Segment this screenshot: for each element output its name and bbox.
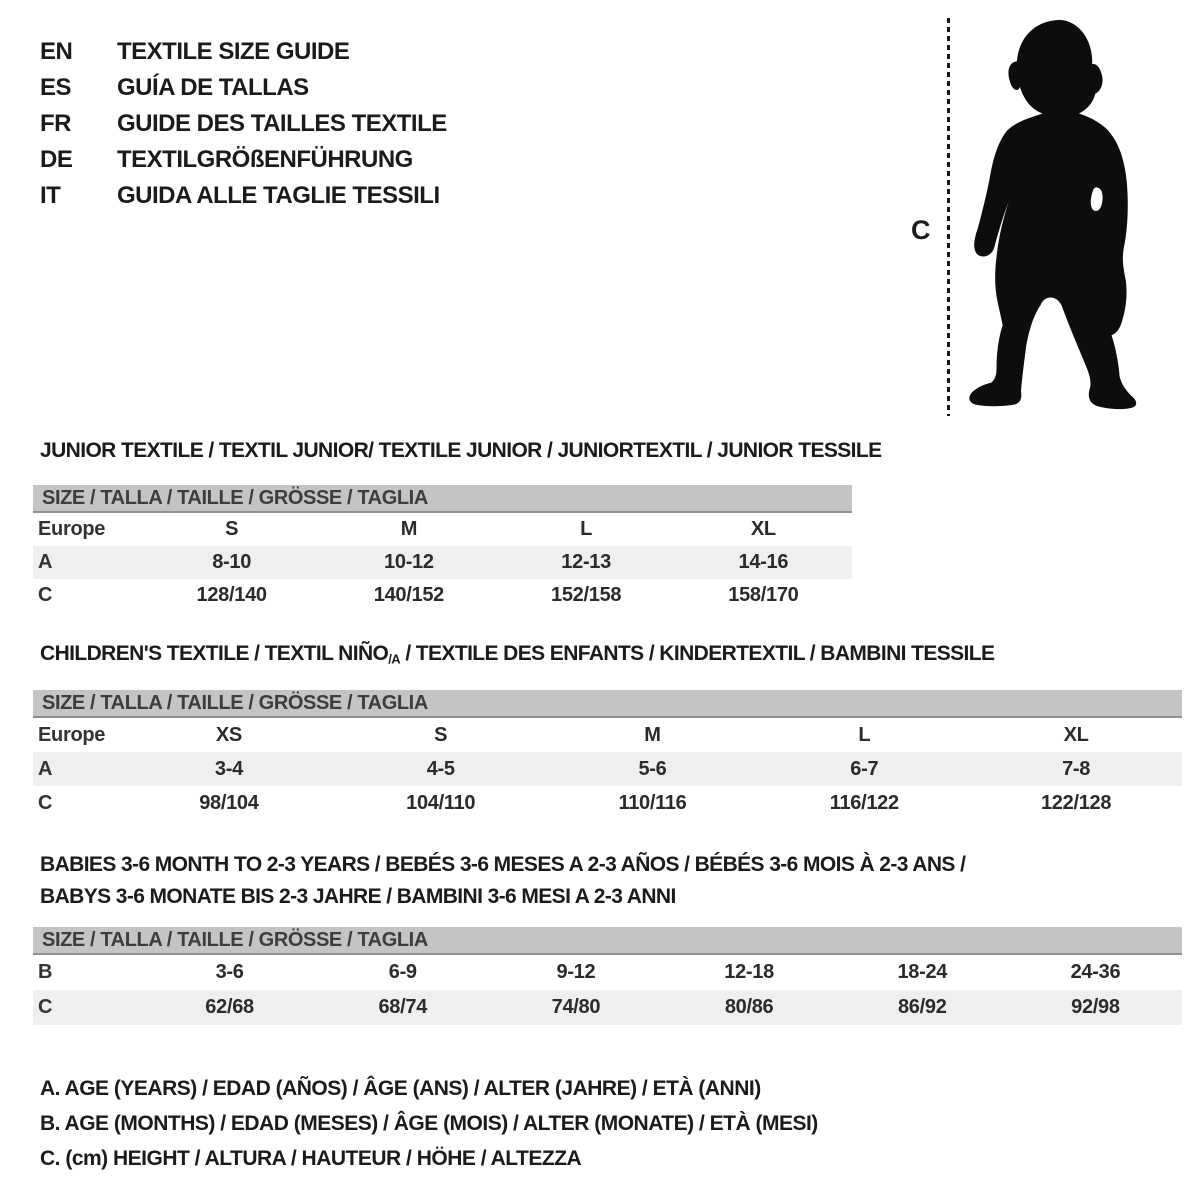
language-row bbox=[40, 34, 447, 70]
table-cell: 122/128 bbox=[1040, 791, 1112, 814]
table-cell: L bbox=[858, 723, 871, 746]
row-label: B bbox=[38, 961, 53, 983]
language-row bbox=[40, 142, 447, 178]
table-cell: 116/122 bbox=[829, 791, 899, 814]
table-cell: 110/116 bbox=[618, 791, 687, 814]
section-title-text: CHILDREN'S TEXTILE / TEXTIL NIÑO bbox=[40, 642, 389, 665]
table-cell: 9-12 bbox=[556, 961, 596, 983]
language-code: DE bbox=[40, 146, 73, 173]
row-label: C bbox=[38, 996, 53, 1018]
table-cell: 104/110 bbox=[406, 791, 476, 814]
language-row bbox=[40, 106, 447, 142]
toddler-silhouette-path bbox=[969, 20, 1136, 409]
table-cell: 8-10 bbox=[212, 551, 252, 573]
children-size-table bbox=[33, 690, 1182, 820]
table-cell: 6-9 bbox=[388, 961, 417, 983]
language-code: FR bbox=[40, 110, 71, 137]
height-measure-label: C bbox=[911, 215, 931, 245]
height-measure-dashed-line bbox=[947, 18, 950, 416]
row-label: C bbox=[38, 791, 53, 814]
table-cell: 92/98 bbox=[1071, 996, 1120, 1018]
language-title-list bbox=[40, 34, 447, 214]
table-row bbox=[33, 786, 1182, 820]
table-cell: 12-13 bbox=[561, 551, 611, 573]
size-header-bar: SIZE / TALLA / TAILLE / GRÖSSE / TAGLIA bbox=[33, 485, 852, 513]
table-cell: 3-6 bbox=[215, 961, 244, 983]
table-cell: 18-24 bbox=[897, 961, 948, 983]
language-code: EN bbox=[40, 38, 73, 65]
table-cell: 86/92 bbox=[897, 996, 947, 1018]
table-cell: 68/74 bbox=[378, 996, 428, 1018]
table-row bbox=[33, 752, 1182, 786]
toddler-silhouette-icon bbox=[963, 12, 1141, 416]
row-label: A bbox=[38, 551, 53, 573]
language-row bbox=[40, 178, 447, 214]
table-cell: 140/152 bbox=[373, 584, 444, 606]
table-cell: 24-36 bbox=[1070, 961, 1121, 983]
legend-line: C. (cm) HEIGHT / ALTURA / HAUTEUR / HÖHE / ALTEZZA bbox=[40, 1147, 582, 1170]
table-cell: 3-4 bbox=[214, 757, 243, 780]
table-cell: S bbox=[225, 518, 239, 540]
table-cell: 98/104 bbox=[199, 791, 259, 814]
legend-line: A. AGE (YEARS) / EDAD (AÑOS) / ÂGE (ANS) / ALTER (JAHRE) / ETÀ (ANNI) bbox=[40, 1077, 761, 1100]
size-columns-row bbox=[33, 513, 852, 546]
table-cell: S bbox=[434, 723, 448, 746]
table-cell: M bbox=[400, 518, 418, 540]
legend-line: B. AGE (MONTHS) / EDAD (MESES) / ÂGE (MOIS) / ALTER (MONATE) / ETÀ (MESI) bbox=[40, 1112, 818, 1135]
language-code: IT bbox=[40, 182, 61, 209]
table-cell: 7-8 bbox=[1062, 757, 1091, 780]
section-title-line: JUNIOR TEXTILE / TEXTIL JUNIOR/ TEXTILE JUNIOR / JUNIORTEXTIL / JUNIOR TESSILE bbox=[40, 439, 882, 462]
size-header-bar: SIZE / TALLA / TAILLE / GRÖSSE / TAGLIA bbox=[33, 927, 1182, 955]
table-row bbox=[33, 955, 1182, 990]
table-cell: L bbox=[580, 518, 593, 540]
table-cell: 74/80 bbox=[551, 996, 601, 1018]
language-row bbox=[40, 70, 447, 106]
language-guide-title: GUÍA DE TALLAS bbox=[117, 74, 309, 101]
section-title-line: BABIES 3-6 MONTH TO 2-3 YEARS / BEBÉS 3-6 MESES A 2-3 AÑOS / BÉBÉS 3-6 MOIS À 2-3 ANS / bbox=[40, 853, 966, 876]
table-cell: 10-12 bbox=[384, 551, 434, 573]
language-guide-title: GUIDE DES TAILLES TEXTILE bbox=[117, 110, 447, 137]
table-cell: M bbox=[644, 723, 661, 746]
table-cell: 4-5 bbox=[426, 757, 455, 780]
table-cell: 5-6 bbox=[638, 757, 667, 780]
table-cell: 128/140 bbox=[196, 584, 267, 606]
table-cell: 12-18 bbox=[724, 961, 774, 983]
table-cell: 6-7 bbox=[850, 757, 879, 780]
language-guide-title: GUIDA ALLE TAGLIE TESSILI bbox=[117, 182, 440, 209]
junior-size-table bbox=[33, 485, 852, 612]
table-cell: 158/170 bbox=[728, 584, 799, 606]
babies-size-table bbox=[33, 927, 1182, 1025]
section-title bbox=[40, 849, 965, 913]
table-cell: XS bbox=[215, 723, 242, 746]
row-label: A bbox=[38, 757, 53, 780]
table-cell: XL bbox=[1063, 723, 1089, 746]
section-title bbox=[40, 638, 994, 676]
section-title-text: / TEXTILE DES ENFANTS / KINDERTEXTIL / BAMBINI TESSILE bbox=[400, 642, 995, 665]
section-title-line: BABYS 3-6 MONATE BIS 2-3 JAHRE / BAMBINI 3-6 MESI A 2-3 ANNI bbox=[40, 885, 676, 908]
size-header-bar: SIZE / TALLA / TAILLE / GRÖSSE / TAGLIA bbox=[33, 690, 1182, 718]
row-label: Europe bbox=[38, 518, 106, 540]
row-label: C bbox=[38, 584, 53, 606]
size-columns-row bbox=[33, 718, 1182, 752]
row-label: Europe bbox=[38, 723, 106, 746]
table-cell: XL bbox=[750, 518, 776, 540]
measurement-legend bbox=[40, 1071, 818, 1176]
table-cell: 14-16 bbox=[738, 551, 789, 573]
section-title bbox=[40, 435, 882, 467]
table-cell: 80/86 bbox=[724, 996, 774, 1018]
language-guide-title: TEXTILE SIZE GUIDE bbox=[117, 38, 350, 65]
table-cell: 62/68 bbox=[205, 996, 254, 1018]
language-code: ES bbox=[40, 74, 72, 101]
language-guide-title: TEXTILGRÖßENFÜHRUNG bbox=[117, 146, 413, 173]
table-row bbox=[33, 990, 1182, 1025]
table-cell: 152/158 bbox=[551, 584, 622, 606]
table-row bbox=[33, 546, 852, 579]
section-title-subscript: /A bbox=[388, 651, 401, 667]
table-row bbox=[33, 579, 852, 612]
